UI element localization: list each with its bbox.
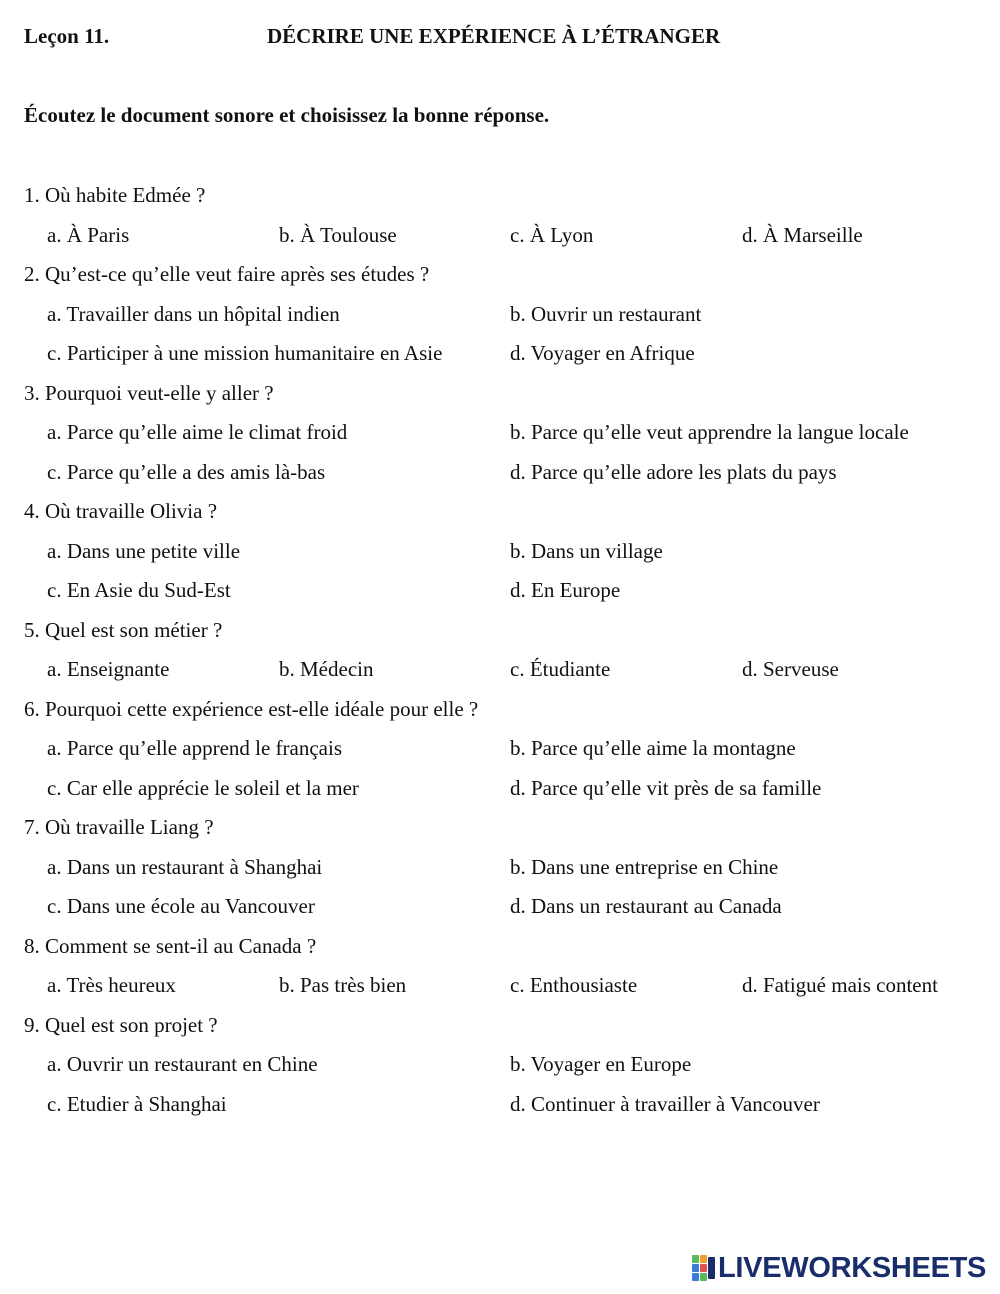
brand-name: LIVEWORKSHEETS (718, 1251, 987, 1284)
option[interactable]: b. Voyager en Europe (510, 1052, 692, 1076)
question-4-options-row-1 (24, 537, 984, 577)
option[interactable]: d. Fatigué mais content (742, 973, 938, 997)
option[interactable]: a. Travailler dans un hôpital indien (47, 301, 340, 326)
question-list (24, 181, 984, 1129)
question-3-options-row-2 (24, 458, 984, 498)
page-header (24, 24, 1000, 52)
question-9: 9. Quel est son projet ? (24, 1012, 218, 1037)
question-6: 6. Pourquoi cette expérience est-elle idéale pour elle ? (24, 696, 479, 721)
question-5-options (24, 655, 984, 695)
question-3: 3. Pourquoi veut-elle y aller ? (24, 380, 274, 405)
lesson-number: Leçon 11. (24, 24, 110, 48)
option[interactable]: c. En Asie du Sud-Est (47, 578, 231, 602)
option[interactable]: d. Continuer à travailler à Vancouver (510, 1091, 820, 1116)
question-4: 4. Où travaille Olivia ? (24, 499, 218, 523)
option[interactable]: d. À Marseille (742, 222, 863, 247)
instruction: Écoutez le document sonore et choisissez la bonne réponse. (24, 103, 550, 127)
liveworksheets-brand (692, 1253, 986, 1283)
question-6-options-row-1 (24, 734, 984, 774)
option[interactable]: a. Parce qu’elle aime le climat froid (47, 420, 348, 444)
option[interactable]: a. Parce qu’elle apprend le français (47, 736, 343, 760)
question-2-options-row-2 (24, 339, 984, 379)
option[interactable]: c. Dans une école au Vancouver (47, 894, 315, 918)
option[interactable]: b. Dans une entreprise en Chine (510, 854, 779, 879)
question-1-options (24, 221, 984, 261)
option[interactable]: a. Très heureux (47, 973, 176, 997)
question-7-options-row-2 (24, 892, 984, 932)
option[interactable]: b. À Toulouse (279, 222, 397, 247)
option[interactable]: b. Parce qu’elle veut apprendre la langue locale (510, 420, 909, 444)
option[interactable]: a. Enseignante (47, 657, 170, 681)
option[interactable]: b. Parce qu’elle aime la montagne (510, 736, 796, 760)
page-title: DÉCRIRE UNE EXPÉRIENCE À L’ÉTRANGER (267, 24, 721, 48)
question-8-options (24, 971, 984, 1011)
question-5: 5. Quel est son métier ? (24, 617, 223, 642)
option[interactable]: d. Dans un restaurant au Canada (510, 894, 782, 918)
question-9-options-row-1 (24, 1050, 984, 1090)
question-2: 2. Qu’est-ce qu’elle veut faire après ses études ? (24, 262, 430, 286)
question-6-options-row-2 (24, 774, 984, 814)
option[interactable]: d. Parce qu’elle adore les plats du pays (510, 459, 837, 484)
option[interactable]: d. Serveuse (742, 657, 839, 681)
option[interactable]: c. Enthousiaste (510, 973, 638, 997)
question-3-options-row-1 (24, 418, 984, 458)
question-7: 7. Où travaille Liang ? (24, 815, 214, 839)
question-1: 1. Où habite Edmée ? (24, 183, 206, 207)
option[interactable]: c. Etudier à Shanghai (47, 1091, 227, 1116)
option[interactable]: a. Ouvrir un restaurant en Chine (47, 1052, 318, 1076)
question-4-options-row-2 (24, 576, 984, 616)
option[interactable]: b. Pas très bien (279, 973, 407, 997)
question-2-options-row-1 (24, 300, 984, 340)
question-8: 8. Comment se sent-il au Canada ? (24, 933, 317, 958)
question-9-options-row-2 (24, 1090, 984, 1130)
option[interactable]: b. Médecin (279, 657, 374, 681)
option[interactable]: b. Dans un village (510, 538, 663, 563)
option[interactable]: c. Car elle apprécie le soleil et la mer (47, 775, 359, 800)
option[interactable]: d. Parce qu’elle vit près de sa famille (510, 775, 822, 800)
option[interactable]: a. Dans un restaurant à Shanghai (47, 854, 323, 879)
option[interactable]: b. Ouvrir un restaurant (510, 301, 702, 326)
option[interactable]: a. À Paris (47, 222, 130, 247)
question-7-options-row-1 (24, 853, 984, 893)
option[interactable]: c. Étudiante (510, 657, 611, 681)
option[interactable]: d. Voyager en Afrique (510, 341, 695, 365)
liveworksheets-logo-icon (692, 1255, 716, 1281)
option[interactable]: a. Dans une petite ville (47, 538, 241, 563)
option[interactable]: c. À Lyon (510, 222, 594, 247)
option[interactable]: c. Participer à une mission humanitaire en Asie (47, 341, 443, 365)
option[interactable]: d. En Europe (510, 578, 621, 602)
option[interactable]: c. Parce qu’elle a des amis là-bas (47, 459, 326, 484)
